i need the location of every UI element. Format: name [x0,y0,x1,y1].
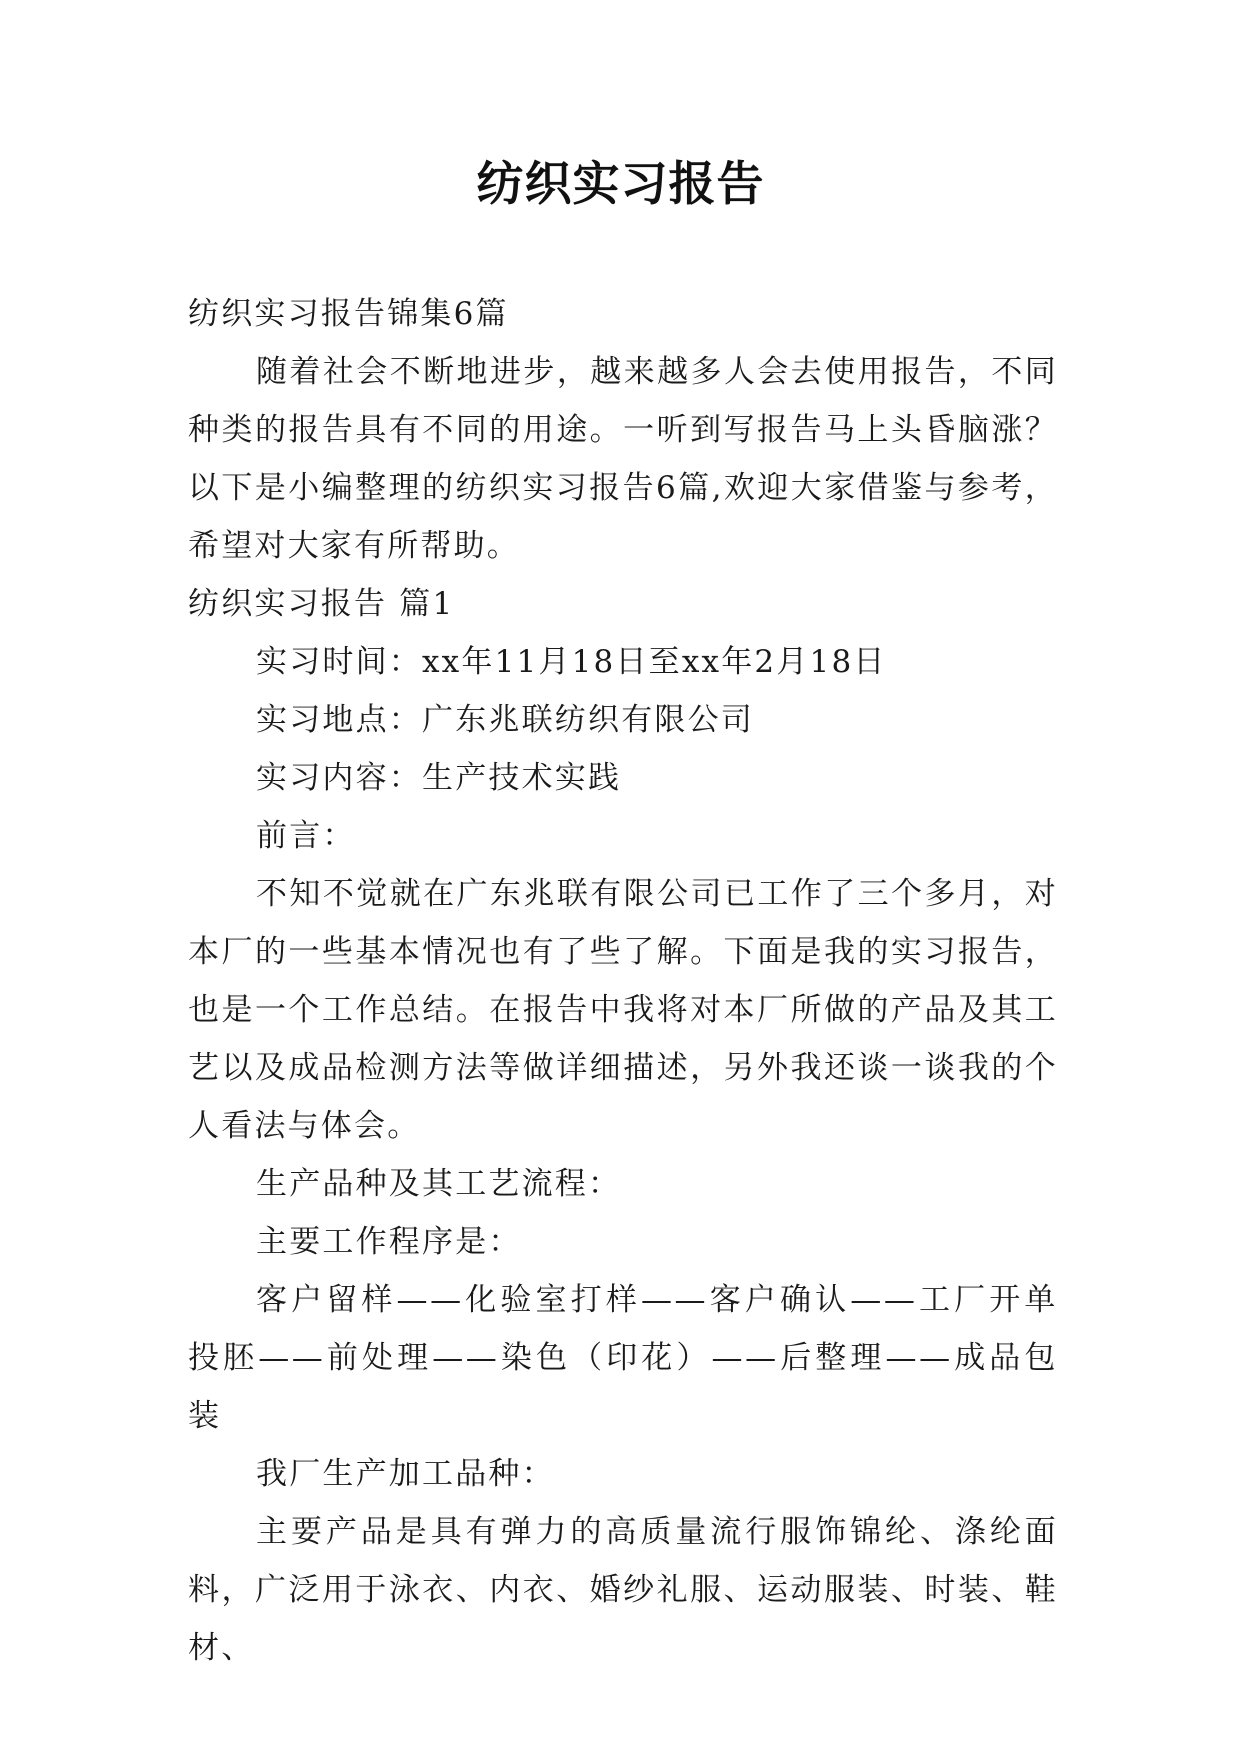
preface-paragraph: 不知不觉就在广东兆联有限公司已工作了三个多月，对本厂的一些基本情况也有了些了解。下面是我的实习报告，也是一个工作总结。在报告中我将对本厂所做的产品及其工艺以及成品检测方法等做详细描述，另外我还谈一谈我的个人看法与体会。 [188,876,1058,1144]
product-process-heading: 生产品种及其工艺流程： [256,1166,622,1202]
internship-location: 实习地点：广东兆联纺织有限公司 [256,702,754,738]
collection-heading: 纺织实习报告锦集6篇 [188,296,509,332]
workflow-heading: 主要工作程序是： [256,1224,522,1260]
internship-content: 实习内容：生产技术实践 [256,760,622,796]
workflow-paragraph: 客户留样——化验室打样——客户确认——工厂开单投胚——前处理——染色（印花）——后整理——成品包装 [188,1282,1058,1434]
document-body [188,285,1058,1677]
intro-paragraph: 随着社会不断地进步，越来越多人会去使用报告，不同种类的报告具有不同的用途。一听到写报告马上头昏脑涨？以下是小编整理的纺织实习报告6篇,欢迎大家借鉴与参考，希望对大家有所帮助。 [188,354,1058,564]
main-products-paragraph: 主要产品是具有弹力的高质量流行服饰锦纶、涤纶面料，广泛用于泳衣、内衣、婚纱礼服、运动服装、时装、鞋材、 [188,1514,1058,1666]
preface-label: 前言： [256,818,356,854]
internship-time: 实习时间：xx年11月18日至xx年2月18日 [256,644,887,680]
section-heading: 纺织实习报告 篇1 [188,586,455,622]
product-types-heading: 我厂生产加工品种： [256,1456,555,1492]
document-title: 纺织实习报告 [476,157,765,212]
